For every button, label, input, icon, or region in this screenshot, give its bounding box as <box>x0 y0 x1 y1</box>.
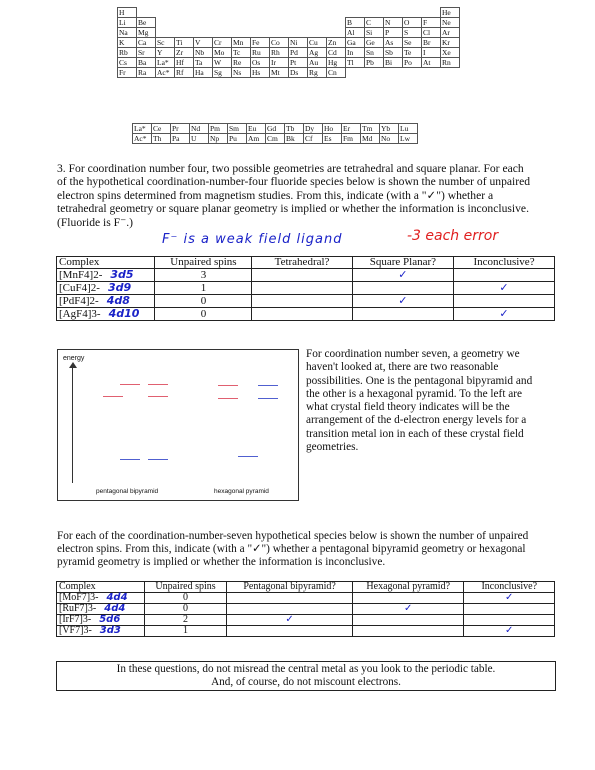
element-cell: Al <box>346 28 365 38</box>
element-cell: No <box>380 134 399 144</box>
tet-check-cell[interactable] <box>252 308 352 321</box>
element-cell <box>327 18 346 28</box>
element-cell: Nd <box>190 124 209 134</box>
element-cell <box>137 8 156 18</box>
element-cell: Rf <box>175 68 194 78</box>
element-cell <box>289 8 308 18</box>
element-cell: Cr <box>213 38 232 48</box>
complex-cell <box>57 626 145 637</box>
complex-formula: [IrF7]3- <box>59 614 92 625</box>
element-cell: W <box>213 58 232 68</box>
element-cell <box>270 28 289 38</box>
energy-arrow <box>72 366 73 483</box>
element-cell: Ns <box>232 68 251 78</box>
inc-check-cell[interactable] <box>454 295 555 308</box>
complex-formula: [MoF7]3- <box>59 592 99 603</box>
element-cell: Hg <box>327 58 346 68</box>
spins-cell: 1 <box>144 626 226 637</box>
element-cell: Xe <box>441 48 460 58</box>
pb-level <box>148 396 168 397</box>
element-cell: Es <box>323 134 342 144</box>
element-cell: Mo <box>213 48 232 58</box>
electron-config-note: 4d8 <box>106 294 130 307</box>
element-cell: Na <box>118 28 137 38</box>
complex-cell <box>57 295 155 308</box>
element-cell: U <box>190 134 209 144</box>
element-cell: Sc <box>156 38 175 48</box>
periodic-row <box>118 48 460 58</box>
grader-note: -3 each error <box>407 228 499 244</box>
element-cell <box>213 8 232 18</box>
pb-check-cell[interactable]: ✓ <box>227 615 353 626</box>
element-cell <box>384 8 403 18</box>
hp-level <box>258 398 278 399</box>
periodic-table <box>117 7 460 78</box>
lanthanides-row <box>133 124 418 134</box>
element-cell <box>156 8 175 18</box>
element-cell <box>327 8 346 18</box>
element-cell <box>156 18 175 28</box>
element-cell <box>308 28 327 38</box>
element-cell: Si <box>365 28 384 38</box>
complex-cell <box>57 604 145 615</box>
hp-check-cell[interactable] <box>352 626 464 637</box>
element-cell: Mn <box>232 38 251 48</box>
element-cell: Mg <box>137 28 156 38</box>
element-cell: Nb <box>194 48 213 58</box>
element-cell: Ha <box>194 68 213 78</box>
energy-label: energy <box>63 355 85 362</box>
element-cell: Bi <box>384 58 403 68</box>
column-header: Complex <box>57 257 155 269</box>
footer-box <box>56 661 556 691</box>
element-cell <box>175 18 194 28</box>
element-cell: H <box>118 8 137 18</box>
pb-level <box>148 384 168 385</box>
inc-check-cell[interactable]: ✓ <box>464 626 555 637</box>
element-cell <box>289 18 308 28</box>
element-cell <box>289 28 308 38</box>
electron-config-note: 4d4 <box>104 603 126 614</box>
element-cell: N <box>384 18 403 28</box>
element-cell: Br <box>422 38 441 48</box>
header-row <box>57 582 555 593</box>
element-cell: Fr <box>118 68 137 78</box>
electron-config-note: 5d6 <box>99 614 121 625</box>
lanthanide-actinide-table <box>132 123 418 144</box>
diagram-description: For coordination number seven, a geometry we haven't looked at, there are two reasonable possibilities. One is the pentagonal bipyramid and the other is a hexagonal pyramid. To the left are what crystal field theory indicates will be the arrangement of the d-electron energy levels for a transition metal ion in each of these crystal field geometries. <box>306 348 533 454</box>
right-label: hexagonal pyramid <box>214 488 269 495</box>
periodic-row <box>118 68 460 78</box>
element-cell: In <box>346 48 365 58</box>
element-cell: I <box>422 48 441 58</box>
hp-level <box>258 385 278 386</box>
element-cell: F <box>422 18 441 28</box>
element-cell: Sm <box>228 124 247 134</box>
element-cell <box>270 8 289 18</box>
element-cell: Ga <box>346 38 365 48</box>
element-cell <box>194 8 213 18</box>
element-cell <box>384 68 403 78</box>
element-cell: Ar <box>441 28 460 38</box>
element-cell: Yb <box>380 124 399 134</box>
header-row <box>57 257 555 269</box>
element-cell: Lu <box>399 124 418 134</box>
element-cell: Md <box>361 134 380 144</box>
hp-level <box>238 456 258 457</box>
hp-check-cell[interactable] <box>352 615 464 626</box>
element-cell: Cf <box>304 134 323 144</box>
complex-formula: [PdF4]2- <box>59 295 99 307</box>
element-cell <box>403 8 422 18</box>
element-cell: Tb <box>285 124 304 134</box>
element-cell: Cd <box>327 48 346 58</box>
element-cell <box>422 8 441 18</box>
element-cell: S <box>403 28 422 38</box>
element-cell: Cl <box>422 28 441 38</box>
electron-config-note: 4d10 <box>108 307 140 320</box>
pb-level <box>103 396 123 397</box>
element-cell: V <box>194 38 213 48</box>
element-cell: Pb <box>365 58 384 68</box>
inc-check-cell[interactable] <box>464 604 555 615</box>
question-4-text: For each of the coordination-number-seven hypothetical species below is shown the number of unpaired electron spins. From this, indicate (with a "✓") whether a pentagonal bipyramid geometry or hexagonal pyramid geometry is implied or whether the information is inconclusive. <box>57 530 529 569</box>
complex-cell <box>57 269 155 282</box>
complex-cell <box>57 615 145 626</box>
element-cell: Zr <box>175 48 194 58</box>
element-cell <box>194 18 213 28</box>
element-cell: Te <box>403 48 422 58</box>
element-cell <box>441 68 460 78</box>
element-cell: Lw <box>399 134 418 144</box>
element-cell: Hs <box>251 68 270 78</box>
element-cell: Gd <box>266 124 285 134</box>
hp-level <box>218 385 238 386</box>
element-cell: Ti <box>175 38 194 48</box>
left-label: pentagonal bipyramid <box>96 488 159 495</box>
element-cell: La* <box>156 58 175 68</box>
element-cell <box>270 18 289 28</box>
element-cell <box>213 28 232 38</box>
element-cell: Ac* <box>133 134 152 144</box>
element-cell: Mt <box>270 68 289 78</box>
complex-formula: [VF7]3- <box>59 625 92 636</box>
element-cell: Se <box>403 38 422 48</box>
element-cell: Y <box>156 48 175 58</box>
sq-check-cell[interactable]: ✓ <box>352 269 453 282</box>
sq-check-cell[interactable]: ✓ <box>352 295 453 308</box>
pb-check-cell[interactable] <box>227 604 353 615</box>
column-header: Inconclusive? <box>454 257 555 269</box>
inc-check-cell[interactable]: ✓ <box>454 308 555 321</box>
hp-check-cell[interactable]: ✓ <box>352 604 464 615</box>
element-cell: Hf <box>175 58 194 68</box>
element-cell: Li <box>118 18 137 28</box>
element-cell: C <box>365 18 384 28</box>
element-cell: Ag <box>308 48 327 58</box>
element-cell <box>365 8 384 18</box>
complex-formula: [AgF4]3- <box>59 308 101 320</box>
spins-cell: 3 <box>155 269 252 282</box>
element-cell <box>251 18 270 28</box>
element-cell: Tl <box>346 58 365 68</box>
electron-config-note: 3d9 <box>107 281 132 294</box>
element-cell: Sb <box>384 48 403 58</box>
element-cell: Po <box>403 58 422 68</box>
element-cell <box>232 8 251 18</box>
element-cell: Ne <box>441 18 460 28</box>
question-3-text: 3. For coordination number four, two possible geometries are tetrahedral and square planar. For each of the hypothetical coordination-number-four fluoride species below is shown the number of unpaired electron spins determined from magnetism studies. From this, indicate (with a "✓") whether a tetrahedral geometry or square planar geometry is implied or whether the information is inconclusive. (Fluoride is F⁻.) <box>57 162 531 229</box>
electron-config-note: 3d3 <box>99 625 121 636</box>
spins-cell: 2 <box>144 615 226 626</box>
element-cell: Pr <box>171 124 190 134</box>
table-row <box>57 604 555 615</box>
element-cell: Eu <box>247 124 266 134</box>
footer-line-1: In these questions, do not misread the central metal as you look to the periodic table. <box>116 663 496 675</box>
pb-level <box>120 459 140 460</box>
element-cell: Er <box>342 124 361 134</box>
element-cell: Cn <box>327 68 346 78</box>
element-cell: Ni <box>289 38 308 48</box>
element-cell <box>251 28 270 38</box>
element-cell: Ge <box>365 38 384 48</box>
inc-check-cell[interactable]: ✓ <box>464 593 555 604</box>
sq-check-cell[interactable] <box>352 282 453 295</box>
element-cell: Tm <box>361 124 380 134</box>
element-cell: Th <box>152 134 171 144</box>
element-cell: Sr <box>137 48 156 58</box>
tet-check-cell[interactable] <box>252 295 352 308</box>
element-cell <box>175 8 194 18</box>
element-cell: Ds <box>289 68 308 78</box>
complex-formula: [MnF4]2- <box>59 269 103 281</box>
periodic-row <box>118 28 460 38</box>
element-cell: Ac* <box>156 68 175 78</box>
complex-formula: [RuF7]3- <box>59 603 97 614</box>
element-cell: At <box>422 58 441 68</box>
sq-check-cell[interactable] <box>352 308 453 321</box>
element-cell: Ba <box>137 58 156 68</box>
periodic-row <box>118 18 460 28</box>
element-cell: Cs <box>118 58 137 68</box>
element-cell: Am <box>247 134 266 144</box>
footer-line-2: And, of course, do not miscount electrons. <box>211 676 401 688</box>
complex-cell <box>57 593 145 604</box>
spins-cell: 1 <box>155 282 252 295</box>
column-header: Pentagonal bipyramid? <box>227 582 353 593</box>
tet-check-cell[interactable] <box>252 269 352 282</box>
column-header: Square Planar? <box>352 257 453 269</box>
pb-check-cell[interactable] <box>227 593 353 604</box>
element-cell: Np <box>209 134 228 144</box>
element-cell <box>175 28 194 38</box>
element-cell <box>346 68 365 78</box>
element-cell: Sg <box>213 68 232 78</box>
complex-cell <box>57 282 155 295</box>
element-cell: Fe <box>251 38 270 48</box>
element-cell: Be <box>137 18 156 28</box>
element-cell: Bk <box>285 134 304 144</box>
element-cell: Ir <box>270 58 289 68</box>
element-cell: Au <box>308 58 327 68</box>
table-row <box>57 269 555 282</box>
column-header: Hexagonal pyramid? <box>352 582 464 593</box>
spins-cell: 0 <box>155 295 252 308</box>
table-row <box>57 626 555 637</box>
element-cell: Ra <box>137 68 156 78</box>
cn4-table <box>56 256 555 321</box>
element-cell: Pd <box>289 48 308 58</box>
element-cell <box>232 28 251 38</box>
element-cell: Ce <box>152 124 171 134</box>
element-cell: Rb <box>118 48 137 58</box>
electron-config-note: 3d5 <box>110 268 134 281</box>
pb-check-cell[interactable] <box>227 626 353 637</box>
spins-cell: 0 <box>155 308 252 321</box>
element-cell: Fm <box>342 134 361 144</box>
element-cell <box>346 8 365 18</box>
element-cell: Cu <box>308 38 327 48</box>
periodic-row <box>118 8 460 18</box>
element-cell: Pu <box>228 134 247 144</box>
element-cell: He <box>441 8 460 18</box>
tet-check-cell[interactable] <box>252 282 352 295</box>
pb-level <box>120 384 140 385</box>
inc-check-cell[interactable] <box>454 269 555 282</box>
element-cell <box>365 68 384 78</box>
element-cell <box>232 18 251 28</box>
element-cell: Ho <box>323 124 342 134</box>
column-header: Unpaired spins <box>144 582 226 593</box>
element-cell: Rn <box>441 58 460 68</box>
element-cell <box>403 68 422 78</box>
complex-formula: [CuF4]2- <box>59 282 100 294</box>
element-cell <box>308 8 327 18</box>
element-cell: La* <box>133 124 152 134</box>
element-cell: Pa <box>171 134 190 144</box>
element-cell: As <box>384 38 403 48</box>
energy-diagram <box>57 349 299 501</box>
element-cell <box>156 28 175 38</box>
element-cell: Rg <box>308 68 327 78</box>
element-cell: Os <box>251 58 270 68</box>
element-cell: Re <box>232 58 251 68</box>
element-cell: Sn <box>365 48 384 58</box>
element-cell <box>251 8 270 18</box>
complex-cell <box>57 308 155 321</box>
hp-check-cell[interactable] <box>352 593 464 604</box>
table-row <box>57 308 555 321</box>
element-cell: Dy <box>304 124 323 134</box>
element-cell: Pm <box>209 124 228 134</box>
table-row <box>57 282 555 295</box>
element-cell <box>327 28 346 38</box>
element-cell: Ca <box>137 38 156 48</box>
handwritten-note: F⁻ is a weak field ligand <box>162 232 343 247</box>
element-cell: Kr <box>441 38 460 48</box>
element-cell: Zn <box>327 38 346 48</box>
column-header: Tetrahedral? <box>252 257 352 269</box>
element-cell <box>213 18 232 28</box>
cn7-table <box>56 581 555 637</box>
pb-level <box>148 459 168 460</box>
element-cell: Cm <box>266 134 285 144</box>
element-cell: Co <box>270 38 289 48</box>
spins-cell: 0 <box>144 604 226 615</box>
table-row <box>57 593 555 604</box>
column-header: Inconclusive? <box>464 582 555 593</box>
column-header: Unpaired spins <box>155 257 252 269</box>
element-cell: Pt <box>289 58 308 68</box>
column-header: Complex <box>57 582 145 593</box>
element-cell <box>308 18 327 28</box>
periodic-row <box>118 38 460 48</box>
element-cell: K <box>118 38 137 48</box>
inc-check-cell[interactable] <box>464 615 555 626</box>
element-cell: P <box>384 28 403 38</box>
table-row <box>57 615 555 626</box>
element-cell: Rh <box>270 48 289 58</box>
arrow-head-icon <box>69 362 77 368</box>
inc-check-cell[interactable]: ✓ <box>454 282 555 295</box>
hp-level <box>218 398 238 399</box>
element-cell: Ta <box>194 58 213 68</box>
actinides-row <box>133 134 418 144</box>
table-row <box>57 295 555 308</box>
electron-config-note: 4d4 <box>106 592 128 603</box>
element-cell <box>422 68 441 78</box>
spins-cell: 0 <box>144 593 226 604</box>
element-cell: Ru <box>251 48 270 58</box>
element-cell <box>194 28 213 38</box>
element-cell: O <box>403 18 422 28</box>
element-cell: B <box>346 18 365 28</box>
element-cell: Tc <box>232 48 251 58</box>
periodic-row <box>118 58 460 68</box>
